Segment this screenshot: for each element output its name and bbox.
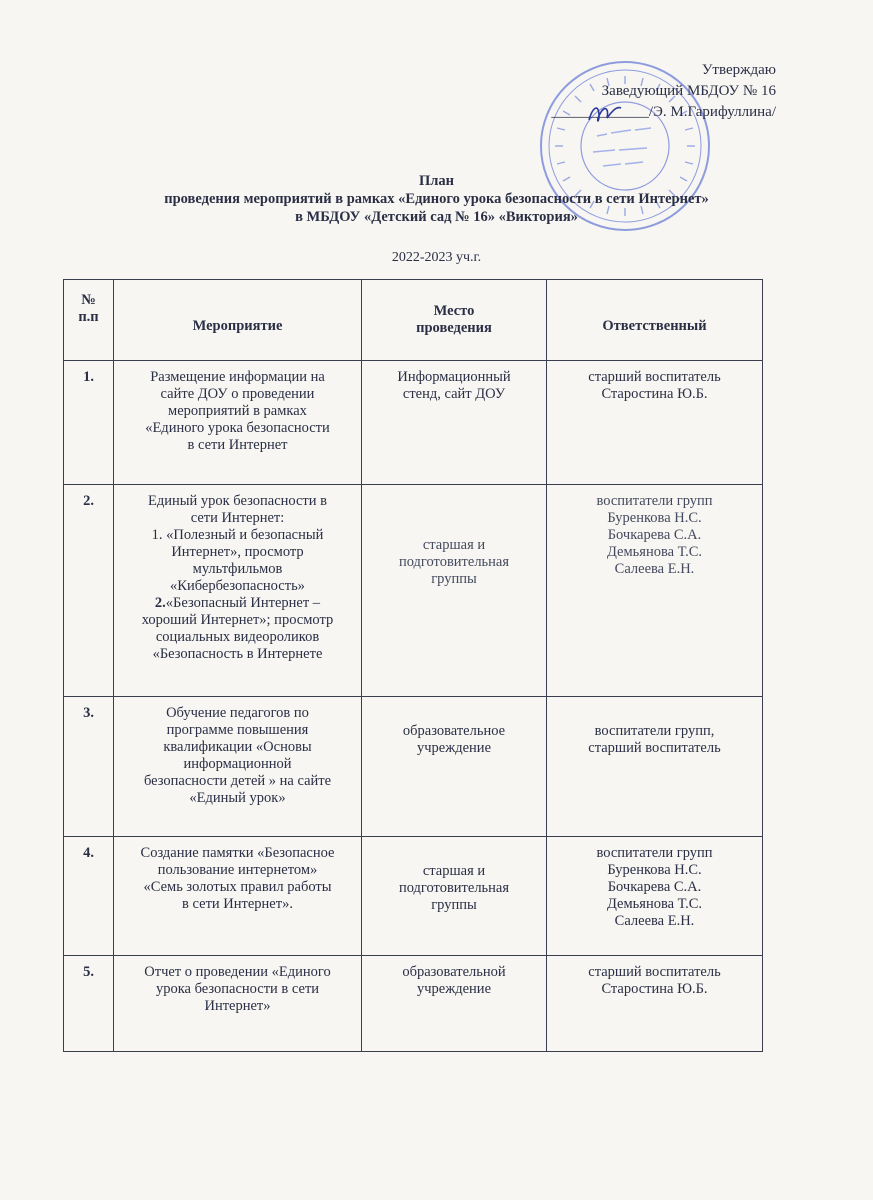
event-line: хороший Интернет»; просмотр (141, 612, 334, 628)
event-line: сети Интернет: (190, 510, 285, 526)
row-event (114, 485, 362, 697)
place-line: подготовительная (398, 880, 510, 896)
place-line: учреждение (416, 981, 491, 997)
header-number-line-2: п.п (78, 309, 99, 325)
row-responsible (547, 361, 763, 485)
header-number-line-1: № (81, 292, 96, 308)
event-line: Создание памятки «Безопасное (140, 845, 335, 861)
responsible-line: воспитатели групп, (594, 723, 715, 739)
approval-label: Утверждаю (701, 62, 776, 78)
event-item-number: 2. (154, 595, 166, 611)
row-event (114, 837, 362, 956)
row-number: 2. (64, 485, 114, 697)
event-line: «Семь золотых правил работы (143, 879, 332, 895)
header-event-label: Мероприятие (192, 317, 283, 334)
document-title (0, 172, 873, 226)
place-line: учреждение (416, 740, 491, 756)
place-line: группы (431, 571, 477, 587)
row-event (114, 697, 362, 837)
row-number: 3. (64, 697, 114, 837)
table-row (64, 956, 763, 1052)
title-line-1: План (418, 173, 455, 189)
row-responsible (547, 697, 763, 837)
event-line: Отчет о проведении «Единого (144, 964, 331, 980)
event-line: «Единый урок» (189, 790, 286, 806)
event-line: Обучение педагогов по (166, 705, 309, 721)
table-row (64, 697, 763, 837)
responsible-line: Бочкарева С.А. (607, 879, 702, 895)
place-line: Информационный (397, 369, 511, 385)
row-event (114, 956, 362, 1052)
responsible-line: Демьянова Т.С. (606, 544, 702, 560)
header-responsible-label: Ответственный (602, 317, 707, 334)
event-line: Интернет» (204, 998, 271, 1014)
responsible-line: Салеева Е.Н. (614, 561, 695, 577)
event-line: мероприятий в рамках (168, 403, 307, 419)
event-line: «Безопасность в Интернете (152, 646, 323, 662)
place-line: образовательное (402, 723, 506, 739)
title-line-2: проведения мероприятий в рамках «Единого урока безопасности в сети Интернет» (164, 191, 709, 207)
event-line: мультфильмов (192, 561, 283, 577)
table-row (64, 485, 763, 697)
event-item-text: «Безопасный Интернет – (165, 595, 321, 611)
row-place (362, 361, 547, 485)
row-place (362, 697, 547, 837)
header-event (114, 280, 362, 361)
event-line: информационной (183, 756, 292, 772)
responsible-line: Буренкова Н.С. (607, 862, 702, 878)
event-line: в сети Интернет (187, 437, 288, 453)
responsible-line: Буренкова Н.С. (607, 510, 702, 526)
place-line: старшая и (422, 537, 486, 553)
place-line: подготовительная (398, 554, 510, 570)
event-line: безопасности детей » на сайте (143, 773, 332, 789)
handwritten-signature (585, 98, 625, 128)
table-header-row (64, 280, 763, 361)
row-event (114, 361, 362, 485)
academic-year: 2022-2023 уч.г. (391, 250, 482, 265)
row-number: 1. (64, 361, 114, 485)
event-line: сайте ДОУ о проведении (160, 386, 315, 402)
title-line-3: в МБДОУ «Детский сад № 16» «Виктория» (295, 209, 578, 225)
approval-position: Заведующий МБДОУ № 16 (601, 83, 776, 99)
table-row (64, 837, 763, 956)
table-row (64, 361, 763, 485)
header-responsible (547, 280, 763, 361)
responsible-line: Старостина Ю.Б. (601, 386, 708, 402)
row-place (362, 485, 547, 697)
header-place-line-1: Место (433, 303, 475, 319)
event-line: в сети Интернет». (182, 896, 293, 912)
row-place (362, 956, 547, 1052)
event-line: социальных видеороликов (155, 629, 320, 645)
row-number: 4. (64, 837, 114, 956)
event-line: квалификации «Основы (163, 739, 312, 755)
event-line: «Кибербезопасность» (170, 578, 305, 594)
event-line: 1. «Полезный и безопасный (151, 527, 324, 543)
header-number (64, 280, 114, 361)
place-line: старшая и (422, 863, 486, 879)
row-number: 5. (64, 956, 114, 1052)
responsible-line: Бочкарева С.А. (607, 527, 702, 543)
place-line: образовательной (402, 964, 506, 980)
responsible-line: старший воспитатель (588, 369, 721, 385)
place-line: стенд, сайт ДОУ (402, 386, 506, 402)
event-line: программе повышения (166, 722, 309, 738)
event-line: урока безопасности в сети (155, 981, 320, 997)
row-responsible (547, 956, 763, 1052)
approval-signature-line: _____________/Э. М.Гарифуллина/ (551, 104, 776, 120)
row-responsible (547, 485, 763, 697)
event-line (118, 595, 357, 612)
responsible-line: старший воспитатель (588, 964, 721, 980)
event-line: «Единого урока безопасности (145, 420, 330, 436)
place-line: группы (431, 897, 477, 913)
event-line: Интернет», просмотр (171, 544, 304, 560)
event-line: Единый урок безопасности в (148, 493, 327, 509)
event-line: пользование интернетом» (157, 862, 318, 878)
row-place (362, 837, 547, 956)
responsible-line: старший воспитатель (588, 740, 721, 756)
responsible-line: Старостина Ю.Б. (601, 981, 708, 997)
events-table (63, 279, 763, 1052)
header-place-line-2: проведения (416, 320, 492, 336)
responsible-line: воспитатели групп (596, 493, 713, 509)
responsible-line: Салеева Е.Н. (614, 913, 695, 929)
responsible-line: воспитатели групп (596, 845, 713, 861)
row-responsible (547, 837, 763, 956)
event-line: Размещение информации на (150, 369, 325, 385)
header-place (362, 280, 547, 361)
responsible-line: Демьянова Т.С. (606, 896, 702, 912)
